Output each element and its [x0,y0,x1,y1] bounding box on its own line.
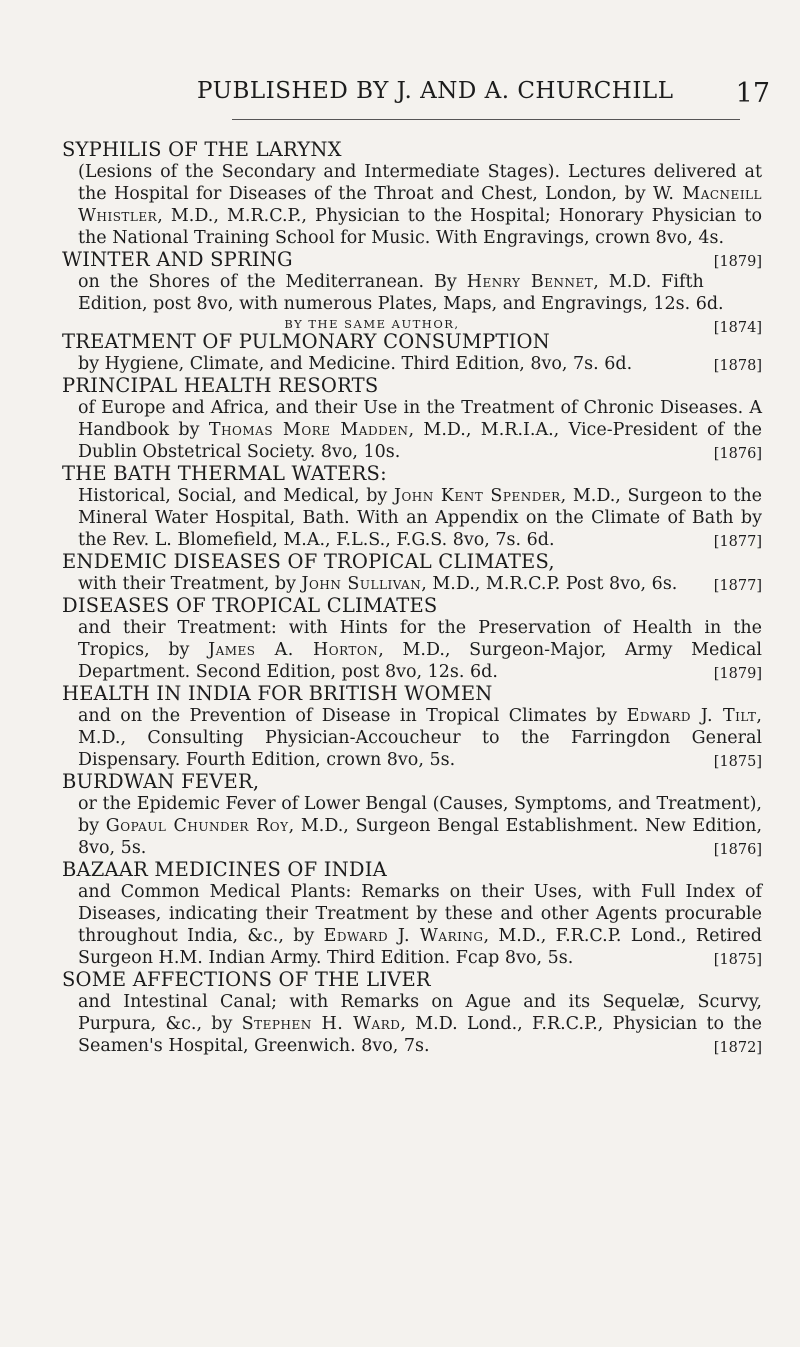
catalogue-entry [62,551,762,595]
entry-year: [1877] [713,578,762,594]
entry-description: by Hygiene, Climate, and Medicine. Third Edition, 8vo, 7s. 6d. [1878] [62,353,762,375]
catalogue-entry [62,683,762,771]
entry-title: BURDWAN FEVER, [62,770,260,793]
catalogue-entry [62,595,762,683]
catalogue-entry [62,463,762,551]
entry-description: on the Shores of the Mediterranean. By Henry Bennet, M.D. Fifth Edition, post 8vo, with numerous Plates, Maps, and Engravings, 12s. 6d. [1874] [62,271,762,315]
entry-description: (Lesions of the Secondary and Intermediate Stages). Lectures delivered at the Hospital for Diseases of the Throat and Chest, London, by W. Macneill Whistler, M.D., M.R.C.P., Physician to the Hospital; Honorary Physician to the National Training School for Music. With Engravings, crown 8vo, 4s. [1879] [62,161,762,249]
entry-byline: BY THE SAME AUTHOR, [284,317,460,331]
entry-description: and Intestinal Canal; with Remarks on Ague and its Sequelæ, Scurvy, Purpura, &c., by Stephen H. Ward, M.D. Lond., F.R.C.P., Physician to the Seamen's Hospital, Greenwich. 8vo, 7s. [1872] [62,991,762,1057]
entry-year: [1879] [713,254,762,270]
entry-title: SYPHILIS OF THE LARYNX [62,138,342,161]
entry-title: SOME AFFECTIONS OF THE LIVER [62,968,431,991]
entry-title: ENDEMIC DISEASES OF TROPICAL CLIMATES, [62,550,555,573]
entry-title: HEALTH IN INDIA FOR BRITISH WOMEN [62,682,493,705]
entry-description: and on the Prevention of Disease in Tropical Climates by Edward J. Tilt, M.D., Consulting Physician-Accoucheur to the Farringdon General Dispensary. Fourth Edition, crown 8vo, 5s. [1875] [62,705,762,771]
entry-title: TREATMENT OF PULMONARY CONSUMPTION [62,330,550,353]
entry-year: [1872] [713,1040,762,1056]
entry-author: Thomas More Madden [208,420,409,440]
entry-year: [1875] [713,952,762,968]
entry-author: Gopaul Chunder Roy [105,816,289,836]
entry-year: [1874] [713,320,762,336]
running-header [0,78,800,118]
entry-description: and their Treatment: with Hints for the Preservation of Health in the Tropics, by James A. Horton, M.D., Surgeon-Major, Army Medical Department. Second Edition, post 8vo, 12s. 6d. [1879] [62,617,762,683]
header-rule [232,119,740,120]
entry-description: and Common Medical Plants: Remarks on their Uses, with Full Index of Diseases, indicating their Treatment by these and other Agents procurable throughout India, &c., by Edward J. Waring, M.D., F.R.C.P. Lond., Retired Surgeon H.M. Indian Army. Third Edition. Fcap 8vo, 5s. [1875] [62,881,762,969]
entry-year: [1876] [713,446,762,462]
entry-title: THE BATH THERMAL WATERS: [62,462,387,485]
entry-description: of Europe and Africa, and their Use in the Treatment of Chronic Diseases. A Handbook by Thomas More Madden, M.D., M.R.I.A., Vice-President of the Dublin Obstetrical Society. 8vo, 10s. [1876] [62,397,762,463]
publisher-title: PUBLISHED BY J. AND A. CHURCHILL [197,78,674,104]
entry-author: Stephen H. Ward [241,1014,401,1034]
entry-author: John Kent Spender [393,486,561,506]
entry-description: or the Epidemic Fever of Lower Bengal (Causes, Symptoms, and Treatment), by Gopaul Chunder Roy, M.D., Surgeon Bengal Establishment. New Edition, 8vo, 5s. [1876] [62,793,762,859]
catalogue-entry [62,375,762,463]
entry-author: W. Macneill Whistler [78,184,762,226]
entry-title: WINTER AND SPRING [62,248,293,271]
entry-year: [1876] [713,842,762,858]
entry-author: Henry Bennet [466,272,594,292]
entry-author: John Sullivan [301,574,422,594]
entry-year: [1877] [713,534,762,550]
page-number: 17 [735,78,770,109]
entry-author: Edward J. Waring [323,926,484,946]
entry-author: James A. Horton [208,640,379,660]
entry-year: [1879] [713,666,762,682]
entry-title: BAZAAR MEDICINES OF INDIA [62,858,387,881]
entry-description: with their Treatment, by John Sullivan, M.D., M.R.C.P. Post 8vo, 6s. [1877] [62,573,762,595]
catalogue-entries [62,139,762,1059]
entry-year: [1875] [713,754,762,770]
catalogue-entry [62,859,762,969]
entry-description: Historical, Social, and Medical, by John Kent Spender, M.D., Surgeon to the Mineral Water Hospital, Bath. With an Appendix on the Climate of Bath by the Rev. L. Blomefield, M.A., F.L.S., F.G.S. 8vo, 7s. 6d. [1877] [62,485,762,551]
catalogue-entry [62,969,762,1057]
entry-year: [1878] [713,358,762,374]
entry-title: PRINCIPAL HEALTH RESORTS [62,374,379,397]
catalogue-entry [62,771,762,859]
catalogue-entry [62,317,762,375]
entry-title: DISEASES OF TROPICAL CLIMATES [62,594,438,617]
entry-author: Edward J. Tilt [626,706,757,726]
